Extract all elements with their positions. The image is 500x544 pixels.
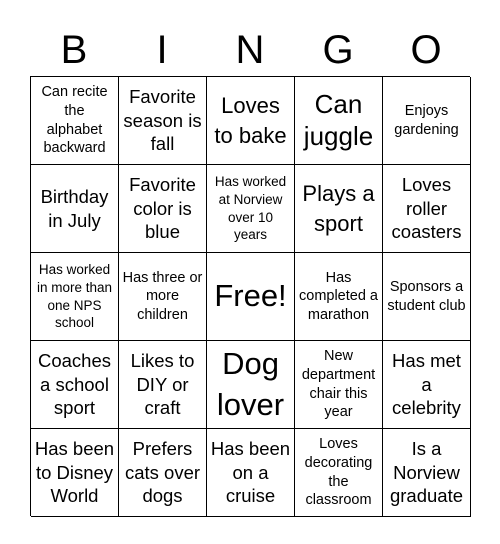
bingo-cell-r2-c5 bbox=[383, 165, 471, 253]
cell-label: New department chair this year bbox=[301, 348, 376, 421]
cell-label: Coaches a school sport bbox=[37, 349, 111, 419]
cell-label: Plays a sport bbox=[302, 180, 375, 236]
bingo-cell-r4-c2 bbox=[119, 341, 207, 429]
cell-label: Has three or more children bbox=[122, 269, 203, 323]
cell-label: Likes to DIY or craft bbox=[130, 349, 195, 419]
bingo-cell-r2-c3 bbox=[207, 165, 295, 253]
bingo-cell-r1-c3 bbox=[207, 77, 295, 165]
cell-label: Favorite season is fall bbox=[123, 85, 202, 155]
bingo-cell-r4-c4 bbox=[295, 341, 383, 429]
bingo-cell-r5-c5 bbox=[383, 429, 471, 517]
cell-label: Has been on a cruise bbox=[210, 437, 291, 507]
bingo-cell-r5-c1 bbox=[31, 429, 119, 517]
cell-label: Enjoys gardening bbox=[394, 102, 459, 138]
bingo-cell-r5-c2 bbox=[119, 429, 207, 517]
free-space-label: Free! bbox=[214, 278, 287, 314]
header-letter-n: N bbox=[235, 28, 265, 72]
bingo-board bbox=[30, 76, 470, 516]
bingo-cell-r4-c1 bbox=[31, 341, 119, 429]
bingo-cell-r1-c2 bbox=[119, 77, 207, 165]
cell-label: Has worked at Norview over 10 years bbox=[214, 174, 287, 243]
header-letter-i: I bbox=[156, 28, 168, 72]
cell-label: Birthday in July bbox=[40, 185, 109, 231]
bingo-cell-r4-c3 bbox=[207, 341, 295, 429]
cell-label: Favorite color is blue bbox=[129, 173, 196, 243]
bingo-cell-r2-c4 bbox=[295, 165, 383, 253]
cell-label: Has completed a marathon bbox=[299, 269, 378, 323]
cell-label: Has worked in more than one NPS school bbox=[36, 262, 113, 331]
bingo-cell-r3-c2 bbox=[119, 253, 207, 341]
cell-label: Loves decorating the classroom bbox=[304, 436, 373, 509]
cell-label: Prefers cats over dogs bbox=[124, 437, 201, 507]
cell-label: Can recite the alphabet backward bbox=[41, 84, 108, 157]
cell-label: Has been to Disney World bbox=[34, 437, 115, 507]
cell-label: Sponsors a student club bbox=[387, 278, 466, 314]
bingo-cell-r3-c3 bbox=[207, 253, 295, 341]
bingo-cell-r3-c4 bbox=[295, 253, 383, 341]
bingo-cell-r1-c5 bbox=[383, 77, 471, 165]
bingo-cell-r2-c1 bbox=[31, 165, 119, 253]
bingo-cell-r2-c2 bbox=[119, 165, 207, 253]
bingo-cell-r5-c3 bbox=[207, 429, 295, 517]
bingo-cell-r3-c5 bbox=[383, 253, 471, 341]
cell-label: Has met a celebrity bbox=[392, 349, 461, 419]
cell-label: Dog lover bbox=[216, 346, 285, 422]
bingo-cell-r3-c1 bbox=[31, 253, 119, 341]
bingo-cell-r1-c4 bbox=[295, 77, 383, 165]
header-letter-o: O bbox=[410, 28, 442, 72]
bingo-cell-r5-c4 bbox=[295, 429, 383, 517]
cell-label: Loves to bake bbox=[214, 92, 287, 148]
header-letter-g: G bbox=[322, 28, 354, 72]
cell-label: Is a Norview graduate bbox=[389, 437, 464, 507]
cell-label: Can juggle bbox=[303, 89, 374, 151]
bingo-cell-r1-c1 bbox=[31, 77, 119, 165]
bingo-cell-r4-c5 bbox=[383, 341, 471, 429]
header-letter-b: B bbox=[60, 28, 88, 72]
cell-label: Loves roller coasters bbox=[391, 173, 462, 243]
bingo-header bbox=[30, 24, 470, 76]
